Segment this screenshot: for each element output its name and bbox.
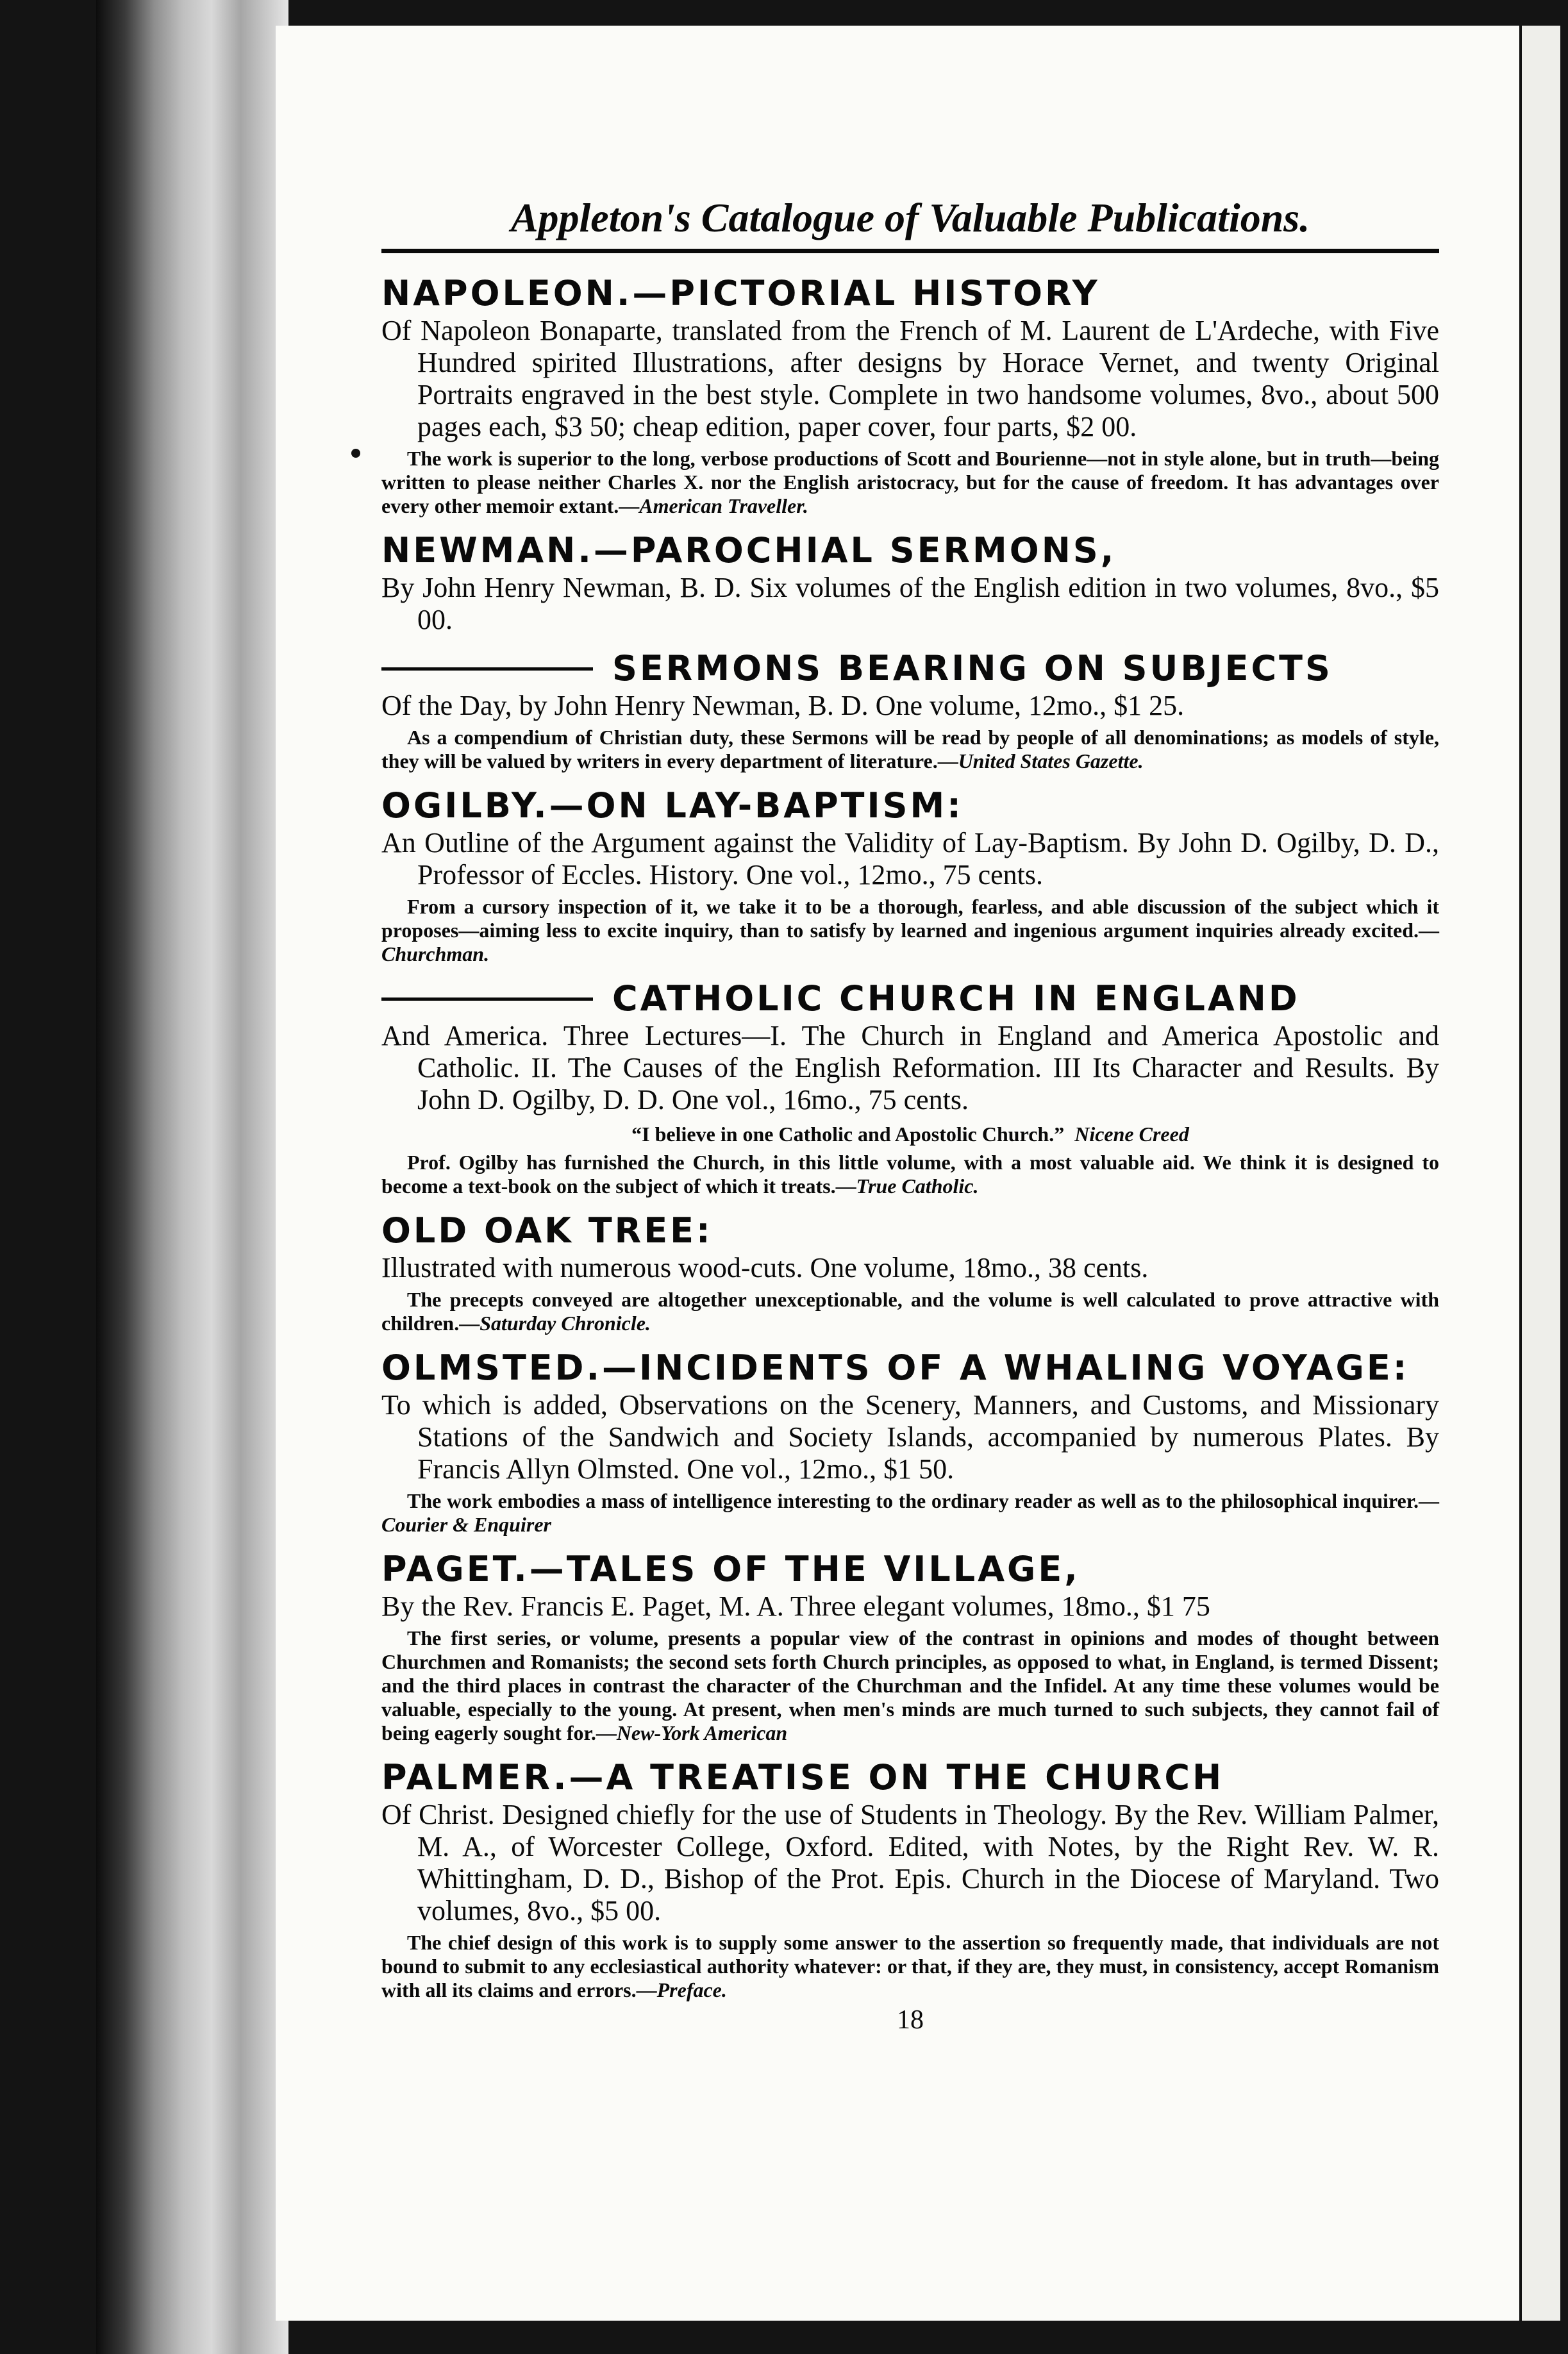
catalogue-entry bbox=[381, 979, 1439, 1198]
entry-heading bbox=[381, 649, 1439, 689]
catalogue-entry bbox=[381, 274, 1439, 518]
entry-heading-text: CATHOLIC CHURCH IN ENGLAND bbox=[612, 978, 1300, 1019]
review-source: Churchman. bbox=[381, 942, 490, 965]
entry-heading bbox=[381, 979, 1439, 1019]
review-text: The work embodies a mass of intelligence interesting to the ordinary reader as well as to the philosophical inquirer.— bbox=[407, 1489, 1439, 1512]
review-text: As a compendium of Christian duty, these Sermons will be read by people of all denominations; as models of style, they will be valued by writers in every department of literature.— bbox=[381, 726, 1439, 772]
ditto-dash bbox=[381, 667, 593, 671]
entry-description: Of Christ. Designed chiefly for the use of Students in Theology. By the Rev. William Palmer, M. A., of Worcester College, Oxford. Edited, with Notes, by the Right Rev. W. R. Whittingham, D. D., Bishop of the Prot. Epis. Church in the Diocese of Maryland. Two volumes, 8vo., $5 00. bbox=[381, 1799, 1439, 1926]
entry-description: An Outline of the Argument against the Validity of Lay-Baptism. By John D. Ogilby, D. D., Professor of Eccles. History. One vol., 12mo., 75 cents. bbox=[381, 827, 1439, 890]
entry-description: Of the Day, by John Henry Newman, B. D. One volume, 12mo., $1 25. bbox=[381, 690, 1185, 721]
catalogue-entry bbox=[381, 786, 1439, 966]
margin-dot bbox=[351, 449, 360, 458]
review-text: The first series, or volume, presents a popular view of the contrast in opinions and modes of thought between Churchmen and Romanists; the second sets forth Church principles, as opposed to what, in England, is termed Dissent; and the third places in contrast the character of the Churchman and the Infidel. At any time these volumes would be valuable, especially to the young. At present, when men's minds are much turned to such subjects, they cannot fail of being eagerly sought for.— bbox=[381, 1626, 1439, 1744]
ditto-dash bbox=[381, 998, 593, 1001]
entry-review bbox=[381, 1288, 1439, 1335]
epigraph-source: Nicene Creed bbox=[1074, 1123, 1189, 1146]
entry-description: To which is added, Observations on the Scenery, Manners, and Customs, and Missionary Stations of the Sandwich and Society Islands, accompanied by numerous Plates. By Francis Allyn Olmsted. One vol., 12mo., $1 50. bbox=[381, 1389, 1439, 1485]
review-source: American Traveller. bbox=[639, 494, 808, 517]
review-text: Prof. Ogilby has furnished the Church, in this little volume, with a most valuable aid. We think it is designed to become a text-book on the subject of which it treats.— bbox=[381, 1151, 1439, 1198]
entry-heading: OGILBY.—ON LAY-BAPTISM: bbox=[381, 785, 963, 826]
entry-description: Illustrated with numerous wood-cuts. One volume, 18mo., 38 cents. bbox=[381, 1252, 1149, 1283]
catalogue-entry bbox=[381, 531, 1439, 636]
entry-epigraph bbox=[381, 1121, 1439, 1147]
entry-description: Of Napoleon Bonaparte, translated from the French of M. Laurent de L'Ardeche, with Five Hundred spirited Illustrations, after designs by Horace Vernet, and twenty Original Portraits engraved in the best style. Complete in two handsome volumes, 8vo., about 500 pages each, $3 50; cheap edition, paper cover, four parts, $2 00. bbox=[381, 315, 1439, 442]
catalogue-entry bbox=[381, 1758, 1439, 2002]
review-text: The precepts conveyed are altogether unexceptionable, and the volume is well calculated to prove attractive with children.— bbox=[381, 1288, 1439, 1335]
catalogue-page bbox=[381, 192, 1439, 2035]
entry-review bbox=[381, 447, 1439, 518]
entry-review bbox=[381, 726, 1439, 773]
catalogue-entry bbox=[381, 649, 1439, 773]
review-source: Saturday Chronicle. bbox=[480, 1312, 651, 1335]
entry-description: By John Henry Newman, B. D. Six volumes of the English edition in two volumes, 8vo., $5 00. bbox=[381, 572, 1439, 635]
epigraph-text: “I believe in one Catholic and Apostolic Church.” bbox=[631, 1123, 1065, 1146]
review-source: True Catholic. bbox=[856, 1174, 979, 1198]
entry-description: And America. Three Lectures—I. The Church in England and America Apostolic and Catholic. II. The Causes of the English Reformation. III Its Character and Results. By John D. Ogilby, D. D. One vol., 16mo., 75 cents. bbox=[381, 1020, 1439, 1115]
entry-heading: OLD OAK TREE: bbox=[381, 1210, 713, 1251]
review-text: The work is superior to the long, verbose productions of Scott and Bourienne—not in style alone, but in truth—being written to please neither Charles X. nor the English aristocracy, but for the cause of freedom. It has advantages over every other memoir extant.— bbox=[381, 447, 1439, 517]
entry-description: By the Rev. Francis E. Paget, M. A. Three elegant volumes, 18mo., $1 75 bbox=[381, 1590, 1210, 1622]
review-source: Preface. bbox=[656, 1978, 727, 2001]
entry-heading-text: SERMONS BEARING ON SUBJECTS bbox=[612, 648, 1333, 689]
catalogue-entry bbox=[381, 1211, 1439, 1335]
page-number: 18 bbox=[897, 2005, 924, 2035]
running-head: Appleton's Catalogue of Valuable Publications. bbox=[510, 195, 1310, 240]
entry-heading: PAGET.—TALES OF THE VILLAGE, bbox=[381, 1549, 1080, 1589]
entry-review bbox=[381, 1931, 1439, 2002]
review-text: From a cursory inspection of it, we take it to be a thorough, fearless, and able discussion of the subject which it proposes—aiming less to excite inquiry, than to satisfy by learned and ingenious argument inquiries already excited.— bbox=[381, 895, 1439, 942]
entry-review bbox=[381, 895, 1439, 966]
book-spine-shadow bbox=[96, 0, 288, 2354]
entry-heading: PALMER.—A TREATISE ON THE CHURCH bbox=[381, 1757, 1224, 1798]
header-rule bbox=[381, 249, 1439, 253]
page-edge bbox=[1519, 26, 1560, 2321]
entry-review bbox=[381, 1626, 1439, 1745]
catalogue-entry bbox=[381, 1549, 1439, 1745]
entry-heading: NAPOLEON.—PICTORIAL HISTORY bbox=[381, 273, 1100, 313]
entry-review bbox=[381, 1151, 1439, 1198]
review-source: United States Gazette. bbox=[958, 749, 1144, 772]
entry-heading: OLMSTED.—INCIDENTS OF A WHALING VOYAGE: bbox=[381, 1348, 1410, 1388]
catalogue-entry bbox=[381, 1348, 1439, 1537]
review-source: New-York American bbox=[616, 1721, 788, 1744]
review-source: Courier & Enquirer bbox=[381, 1513, 551, 1536]
review-text: The chief design of this work is to supply some answer to the assertion so frequently made, that individuals are not bound to submit to any ecclesiastical authority whatever: or that, if they are, they must, in consistency, accept Romanism with all its claims and errors.— bbox=[381, 1931, 1439, 2001]
entry-review bbox=[381, 1489, 1439, 1537]
entry-heading: NEWMAN.—PAROCHIAL SERMONS, bbox=[381, 530, 1117, 571]
